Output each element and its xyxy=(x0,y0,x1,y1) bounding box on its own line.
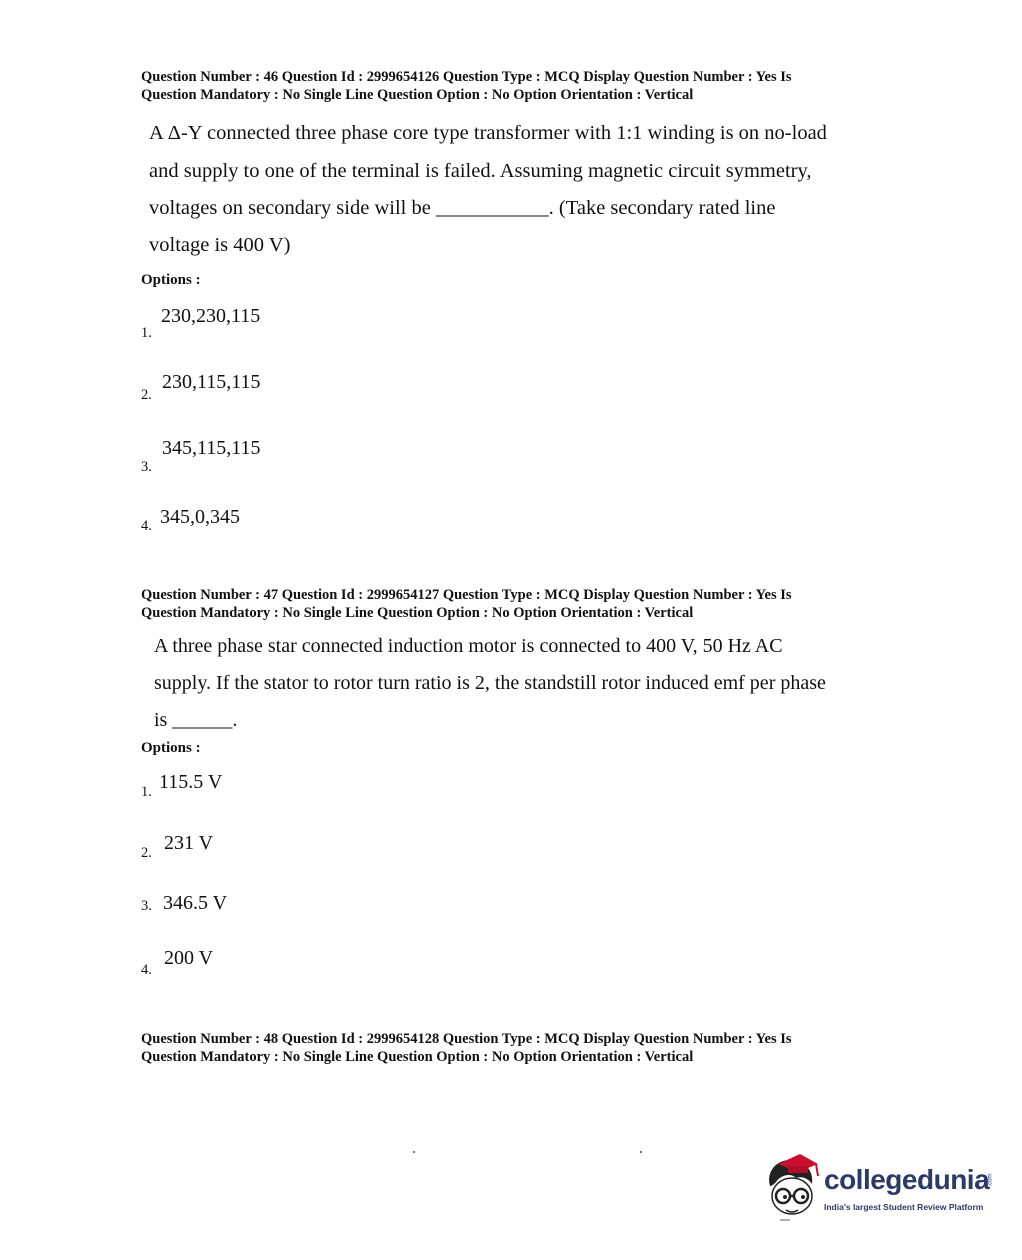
question-47-meta-line-2: Question Mandatory : No Single Line Question Option : No Option Orientation : Vertical xyxy=(141,605,694,621)
brand-name: collegedunia xyxy=(824,1164,990,1195)
brand-tagline: India's largest Student Review Platform xyxy=(824,1202,984,1212)
question-47-text-line-1: A three phase star connected induction motor is connected to 400 V, 50 Hz AC xyxy=(154,635,783,657)
scan-mark xyxy=(413,1151,415,1153)
question-48-meta-line-2: Question Mandatory : No Single Line Question Option : No Option Orientation : Vertical xyxy=(141,1049,694,1065)
question-46-option-4-number: 4. xyxy=(141,518,152,534)
question-47-option-1-number: 1. xyxy=(141,784,152,800)
question-46-option-4-value: 345,0,345 xyxy=(160,506,240,528)
brand-suffix: .com xyxy=(987,1173,994,1187)
collegedunia-logo xyxy=(762,1150,1002,1230)
question-46-text-line-1: A Δ-Y connected three phase core type transformer with 1:1 winding is on no-load xyxy=(149,122,827,144)
question-47-option-2-value: 231 V xyxy=(164,832,214,854)
question-47-option-1-value: 115.5 V xyxy=(159,771,223,793)
question-48-meta-line-1: Question Number : 48 Question Id : 2999654128 Question Type : MCQ Display Question Number : Yes Is xyxy=(141,1031,792,1047)
question-47-option-2-number: 2. xyxy=(141,845,152,861)
question-46-option-2-number: 2. xyxy=(141,387,152,403)
question-46-option-1-number: 1. xyxy=(141,325,152,341)
question-46-options-label: Options : xyxy=(141,272,201,288)
question-46-text-line-2: and supply to one of the terminal is failed. Assuming magnetic circuit symmetry, xyxy=(149,160,812,182)
question-46-text-line-4: voltage is 400 V) xyxy=(149,234,291,256)
scan-mark xyxy=(640,1151,642,1153)
question-47-text-line-3: is ______. xyxy=(154,709,238,731)
question-46-option-3-number: 3. xyxy=(141,459,152,475)
question-47-option-4-number: 4. xyxy=(141,962,152,978)
question-46-option-2-value: 230,115,115 xyxy=(162,371,261,393)
question-46-option-3-value: 345,115,115 xyxy=(162,437,261,459)
question-47-text-line-2: supply. If the stator to rotor turn ratio is 2, the standstill rotor induced emf per phase xyxy=(154,672,826,694)
question-47-option-3-number: 3. xyxy=(141,898,152,914)
question-47-option-3-value: 346.5 V xyxy=(163,892,228,914)
question-47-option-4-value: 200 V xyxy=(164,947,214,969)
mascot-with-graduation-cap-icon xyxy=(762,1150,824,1230)
question-46-meta-line-2: Question Mandatory : No Single Line Question Option : No Option Orientation : Vertical xyxy=(141,87,694,103)
question-46-option-1-value: 230,230,115 xyxy=(161,305,261,327)
question-47-options-label: Options : xyxy=(141,740,201,756)
question-46-meta-line-1: Question Number : 46 Question Id : 2999654126 Question Type : MCQ Display Question Number : Yes Is xyxy=(141,69,792,85)
question-46-text-line-3: voltages on secondary side will be ___________. (Take secondary rated line xyxy=(149,197,776,219)
question-47-meta-line-1: Question Number : 47 Question Id : 2999654127 Question Type : MCQ Display Question Number : Yes Is xyxy=(141,587,792,603)
